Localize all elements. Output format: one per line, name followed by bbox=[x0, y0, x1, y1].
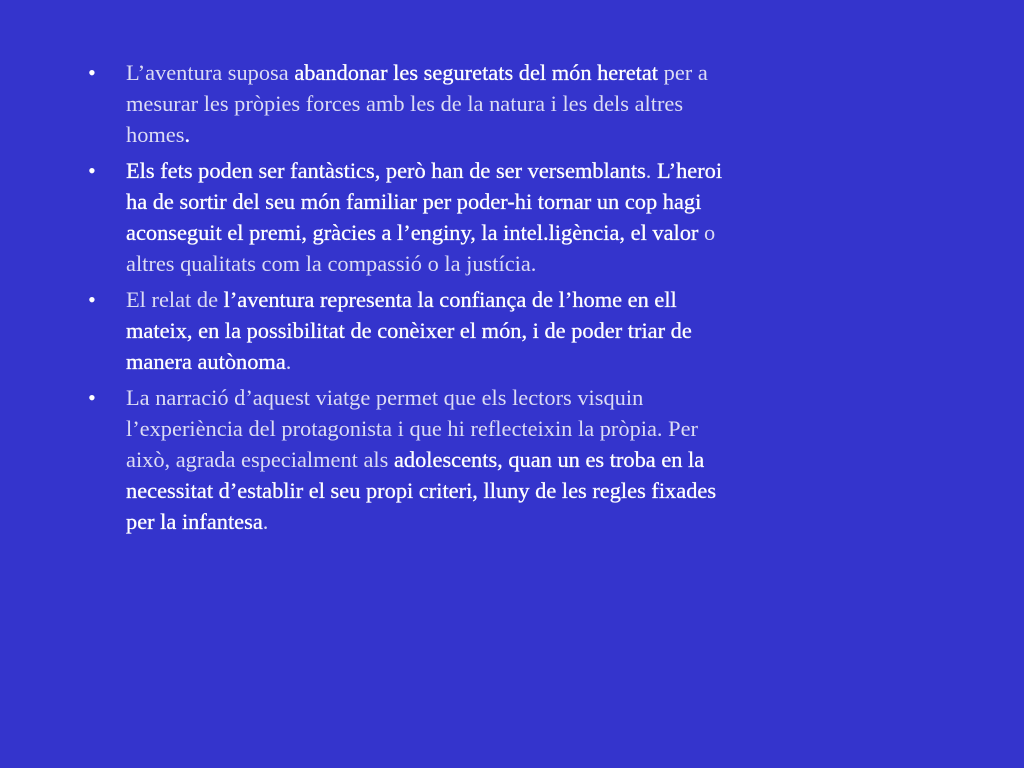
bullet-1-text-intro: L’aventura suposa bbox=[126, 60, 295, 85]
bullet-item-1 bbox=[88, 57, 738, 150]
bullet-1-text-emphasis: abandonar les seguretats del món heretat bbox=[294, 60, 659, 85]
bullet-item-3 bbox=[88, 284, 738, 377]
bullet-3-text-emphasis: l’aventura representa la confiança de l’home en ell mateix, en la possibilitat de conèixer el món, i de poder triar de manera autònoma bbox=[126, 287, 692, 374]
bullet-4-text-emphasis: adolescents, quan un es troba en la necessitat d’establir el seu propi criteri, lluny de les regles fixades per la infantesa bbox=[126, 447, 717, 534]
bullet-4-text-intro: La narració d’aquest viatge permet que els lectors visquin l’experiència del protagonista i que hi reflecteixin la pròpia. Per això, agrada especialment als bbox=[126, 385, 698, 472]
bullet-3-text-intro: El relat de bbox=[126, 287, 224, 312]
bullet-item-4 bbox=[88, 382, 738, 537]
bullet-dot-icon: • bbox=[88, 385, 96, 410]
bullet-dot-icon: • bbox=[88, 287, 96, 312]
bullet-2-text-rest: o altres qualitats com la compassió o la justícia. bbox=[126, 220, 716, 276]
bullet-4-text-period: . bbox=[262, 509, 269, 534]
bullet-list bbox=[88, 57, 738, 542]
bullet-2-text-separator: . bbox=[645, 158, 657, 183]
bullet-2-text-emphasis-a: Els fets poden ser fantàstics, però han de ser versemblants bbox=[126, 158, 646, 183]
bullet-3-text-period: . bbox=[285, 349, 292, 374]
bullet-2-text-emphasis-b: L’heroi ha de sortir del seu món familiar per poder-hi tornar un cop hagi aconseguit el premi, gràcies a l’enginy, la intel.ligència, el valor bbox=[126, 158, 723, 245]
bullet-item-2 bbox=[88, 155, 738, 279]
bullet-dot-icon: • bbox=[88, 60, 96, 85]
bullet-dot-icon: • bbox=[88, 158, 96, 183]
bullet-1-text-period: . bbox=[184, 122, 191, 147]
bullet-1-text-rest: per a mesurar les pròpies forces amb les de la natura i les dels altres homes bbox=[126, 60, 708, 147]
